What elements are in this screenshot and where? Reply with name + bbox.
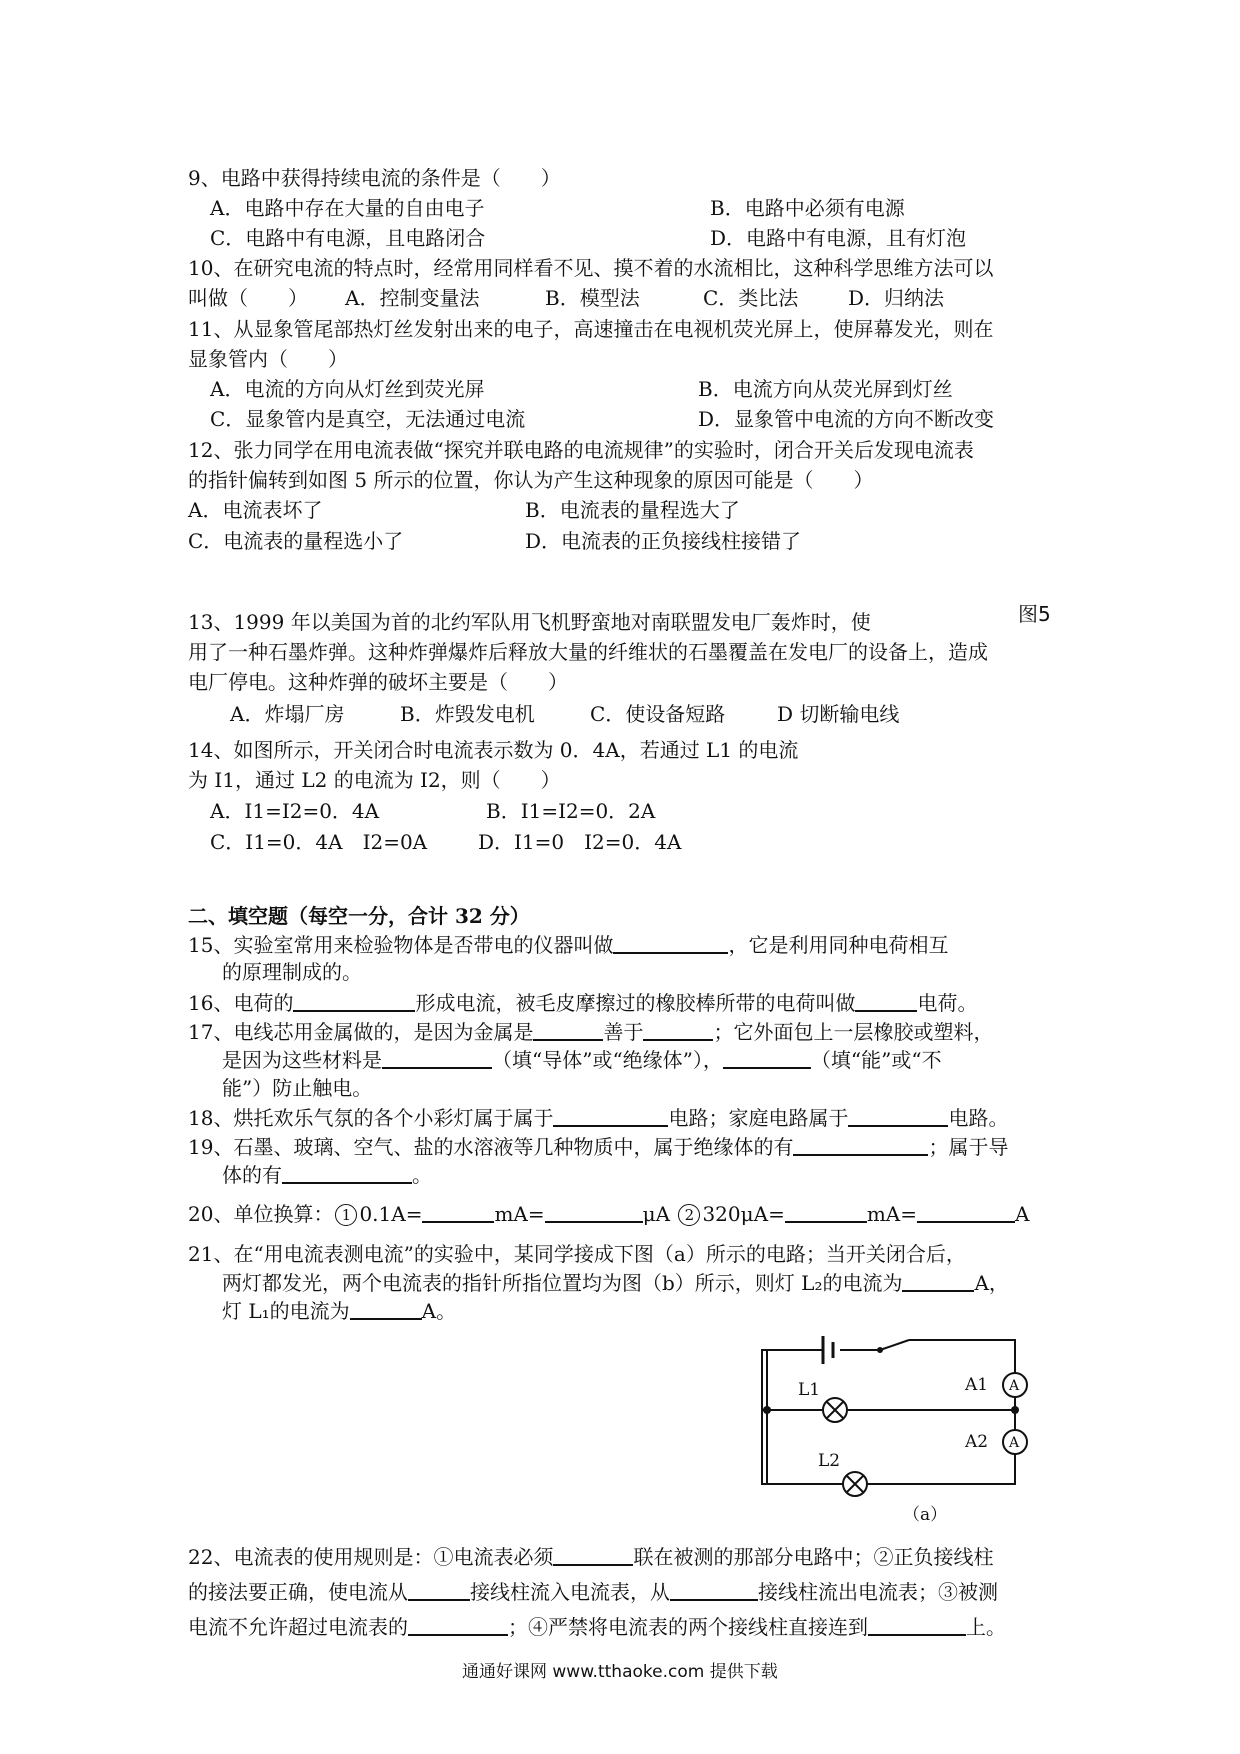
q13-option-d: D 切断输电线 bbox=[777, 702, 900, 726]
q10-lead: 叫做（ ） bbox=[188, 286, 308, 310]
q13-stem-2: 用了一种石墨炸弹。这种炸弹爆炸后释放大量的纤维状的石墨覆盖在发电厂的设备上，造成 bbox=[188, 640, 988, 664]
q20-text: A bbox=[1015, 1202, 1030, 1226]
answer-blank[interactable] bbox=[422, 1201, 494, 1223]
q13-stem-3: 电厂停电。这种炸弹的破坏主要是（ ） bbox=[188, 670, 568, 694]
answer-blank[interactable] bbox=[382, 1047, 492, 1069]
ammeter-symbol: A bbox=[1009, 1378, 1020, 1394]
q20-line bbox=[188, 1200, 1029, 1228]
q14-option-d: D．I1=0 I2=0．4A bbox=[478, 830, 682, 854]
section-2-title: 二、填空题（每空一分，合计 32 分） bbox=[188, 904, 530, 928]
q12-stem-2: 的指针偏转到如图 5 所示的位置，你认为产生这种现象的原因可能是（ ） bbox=[188, 468, 874, 492]
q20-text: 320μA= bbox=[702, 1202, 785, 1226]
q9-stem: 9、电路中获得持续电流的条件是（ ） bbox=[188, 166, 561, 190]
q18-line bbox=[188, 1104, 1008, 1132]
answer-blank[interactable] bbox=[293, 990, 415, 1012]
q20-text: mA= bbox=[494, 1202, 545, 1226]
q9-option-a: A．电路中存在大量的自由电子 bbox=[210, 196, 485, 220]
answer-blank[interactable] bbox=[350, 1298, 422, 1320]
q15-text: ，它是利用同种电荷相互 bbox=[728, 933, 949, 957]
q22-text: 22、电流表的使用规则是：①电流表必须 bbox=[188, 1545, 554, 1569]
q12-stem: 12、张力同学在用电流表做“探究并联电路的电流规律”的实验时，闭合开关后发现电流表 bbox=[188, 438, 974, 462]
q21-line-1: 21、在“用电流表测电流”的实验中，某同学接成下图（a）所示的电路；当开关闭合后， bbox=[188, 1242, 966, 1266]
q10-option-c: C．类比法 bbox=[703, 286, 799, 310]
answer-blank[interactable] bbox=[723, 1047, 811, 1069]
q11-option-d: D．显象管中电流的方向不断改变 bbox=[698, 407, 995, 431]
q17-text: 善于 bbox=[603, 1020, 644, 1044]
q14-option-b: B．I1=I2=0．2A bbox=[486, 799, 656, 823]
q17-text: ；它外面包上一层橡胶或塑料， bbox=[713, 1020, 994, 1044]
q11-stem: 11、从显象管尾部热灯丝发射出来的电子，高速撞击在电视机荧光屏上，使屏幕发光，则在 bbox=[188, 317, 994, 341]
answer-blank[interactable] bbox=[902, 1270, 974, 1292]
q21-text: A。 bbox=[421, 1299, 457, 1323]
q15-line-2: 的原理制成的。 bbox=[222, 960, 362, 984]
q22-line-3 bbox=[188, 1613, 1006, 1641]
q20-text: mA= bbox=[866, 1202, 917, 1226]
q22-text: 的接法要正确，使电流从 bbox=[188, 1580, 408, 1604]
q12-option-b: B．电流表的量程选大了 bbox=[525, 498, 740, 522]
q15-text: 15、实验室常用来检验物体是否带电的仪器叫做 bbox=[188, 933, 614, 957]
q22-text: 接线柱流入电流表，从 bbox=[470, 1580, 670, 1604]
answer-blank[interactable] bbox=[868, 1614, 966, 1636]
q17-text: （填“导体”或“绝缘体”）， bbox=[492, 1048, 723, 1072]
q10-option-a: A．控制变量法 bbox=[345, 286, 480, 310]
circled-number-icon: 1 bbox=[335, 1204, 357, 1226]
q16-text: 电荷。 bbox=[917, 991, 978, 1015]
q11-option-b: B．电流方向从荧光屏到灯丝 bbox=[698, 377, 953, 401]
q19-text: 体的有 bbox=[222, 1163, 282, 1187]
answer-blank[interactable] bbox=[533, 1019, 603, 1041]
ammeter-symbol: A bbox=[1009, 1435, 1020, 1451]
q18-text: 18、烘托欢乐气氛的各个小彩灯属于属于 bbox=[188, 1106, 554, 1130]
q12-option-d: D．电流表的正负接线柱接错了 bbox=[525, 529, 802, 553]
q20-text: 20、单位换算： bbox=[188, 1202, 334, 1226]
q16-line bbox=[188, 989, 977, 1017]
q21-circuit-figure-a bbox=[375, 1330, 1020, 1530]
answer-blank[interactable] bbox=[848, 1105, 948, 1127]
answer-blank[interactable] bbox=[855, 990, 917, 1012]
q22-text: 电流不允许超过电流表的 bbox=[188, 1615, 408, 1639]
answer-blank[interactable] bbox=[282, 1162, 412, 1184]
q14-option-a: A．I1=I2=0．4A bbox=[210, 799, 380, 823]
q21-line-3 bbox=[222, 1297, 456, 1325]
q11-option-a: A．电流的方向从灯丝到荧光屏 bbox=[210, 377, 485, 401]
q19-line-2 bbox=[222, 1161, 432, 1189]
q15-line-1 bbox=[188, 931, 948, 959]
answer-blank[interactable] bbox=[408, 1614, 508, 1636]
q17-line-2 bbox=[222, 1046, 942, 1074]
q17-text: 17、电线芯用金属做的，是因为金属是 bbox=[188, 1020, 534, 1044]
label-l2: L2 bbox=[818, 1451, 841, 1471]
answer-blank[interactable] bbox=[917, 1201, 1015, 1223]
q10-stem: 10、在研究电流的特点时，经常用同样看不见、摸不着的水流相比，这种科学思维方法可以 bbox=[188, 256, 994, 280]
q22-line-2 bbox=[188, 1578, 998, 1606]
q14-stem-2: 为 I1，通过 L2 的电流为 I2，则（ ） bbox=[188, 768, 561, 792]
q22-text: ；④严禁将电流表的两个接线柱直接连到 bbox=[508, 1615, 868, 1639]
answer-blank[interactable] bbox=[545, 1201, 643, 1223]
q9-option-d: D．电路中有电源，且有灯泡 bbox=[710, 226, 967, 250]
q14-option-c: C．I1=0．4A I2=0A bbox=[210, 830, 428, 854]
q9-option-b: B．电路中必须有电源 bbox=[710, 196, 905, 220]
answer-blank[interactable] bbox=[785, 1201, 867, 1223]
q20-text: μA bbox=[642, 1202, 671, 1226]
label-a2: A2 bbox=[965, 1432, 989, 1452]
answer-blank[interactable] bbox=[613, 932, 728, 954]
q12-figure-caption: 图5 bbox=[1018, 602, 1051, 626]
q19-text: 。 bbox=[412, 1163, 432, 1187]
answer-blank[interactable] bbox=[553, 1544, 633, 1566]
q10-option-b: B．模型法 bbox=[545, 286, 640, 310]
q17-text: 是因为这些材料是 bbox=[222, 1048, 382, 1072]
q21-ammeter-figure-b bbox=[690, 1335, 935, 1525]
q22-text: 上。 bbox=[966, 1615, 1006, 1639]
q11-stem-2: 显象管内（ ） bbox=[188, 347, 348, 371]
answer-blank[interactable] bbox=[643, 1019, 713, 1041]
q22-text: 接线柱流出电流表；③被测 bbox=[758, 1580, 998, 1604]
label-a1: A1 bbox=[965, 1375, 989, 1395]
q22-text: 联在被测的那部分电路中；②正负接线柱 bbox=[633, 1545, 994, 1569]
q21-text: 两灯都发光，两个电流表的指针所指位置均为图（b）所示，则灯 L₂的电流为 bbox=[222, 1271, 903, 1295]
q17-text: （填“能”或“不 bbox=[810, 1048, 942, 1072]
label-l1: L1 bbox=[798, 1380, 821, 1400]
answer-blank[interactable] bbox=[553, 1105, 668, 1127]
q22-line-1 bbox=[188, 1543, 993, 1571]
q14-stem: 14、如图所示，开关闭合时电流表示数为 0．4A，若通过 L1 的电流 bbox=[188, 738, 799, 762]
q19-text: ；属于导 bbox=[928, 1135, 1009, 1159]
circled-number-icon: 2 bbox=[678, 1204, 700, 1226]
q17-line-3: 能”）防止触电。 bbox=[222, 1076, 373, 1100]
answer-blank[interactable] bbox=[793, 1134, 928, 1156]
q18-text: 电路；家庭电路属于 bbox=[668, 1106, 849, 1130]
q19-line-1 bbox=[188, 1133, 1008, 1161]
q11-option-c: C．显象管内是真空，无法通过电流 bbox=[210, 407, 526, 431]
q19-text: 19、石墨、玻璃、空气、盐的水溶液等几种物质中，属于绝缘体的有 bbox=[188, 1135, 794, 1159]
q9-option-c: C．电路中有电源，且电路闭合 bbox=[210, 226, 486, 250]
q21-line-2 bbox=[222, 1269, 1009, 1297]
answer-blank[interactable] bbox=[408, 1579, 470, 1601]
q17-line-1 bbox=[188, 1018, 993, 1046]
q13-option-b: B．炸毁发电机 bbox=[400, 702, 535, 726]
q21-text: A， bbox=[974, 1271, 1009, 1295]
q18-text: 电路。 bbox=[948, 1106, 1009, 1130]
q13-option-c: C．使设备短路 bbox=[590, 702, 726, 726]
q12-option-a: A．电流表坏了 bbox=[188, 498, 323, 522]
page-footer: 通通好课网 www.tthaoke.com 提供下载 bbox=[462, 1662, 778, 1682]
q14-circuit-figure bbox=[850, 735, 1025, 885]
q16-text: 16、电荷的 bbox=[188, 991, 294, 1015]
figure-a-caption: （a） bbox=[903, 1505, 948, 1525]
q10-option-d: D．归纳法 bbox=[848, 286, 945, 310]
q13-stem: 13、1999 年以美国为首的北约军队用飞机野蛮地对南联盟发电厂轰炸时，使 bbox=[188, 610, 871, 634]
q13-option-a: A．炸塌厂房 bbox=[230, 702, 345, 726]
answer-blank[interactable] bbox=[670, 1579, 758, 1601]
q20-text: 0.1A= bbox=[359, 1202, 423, 1226]
q12-option-c: C．电流表的量程选小了 bbox=[188, 529, 404, 553]
q21-text: 灯 L₁的电流为 bbox=[222, 1299, 350, 1323]
q16-text: 形成电流，被毛皮摩擦过的橡胶棒所带的电荷叫做 bbox=[415, 991, 856, 1015]
